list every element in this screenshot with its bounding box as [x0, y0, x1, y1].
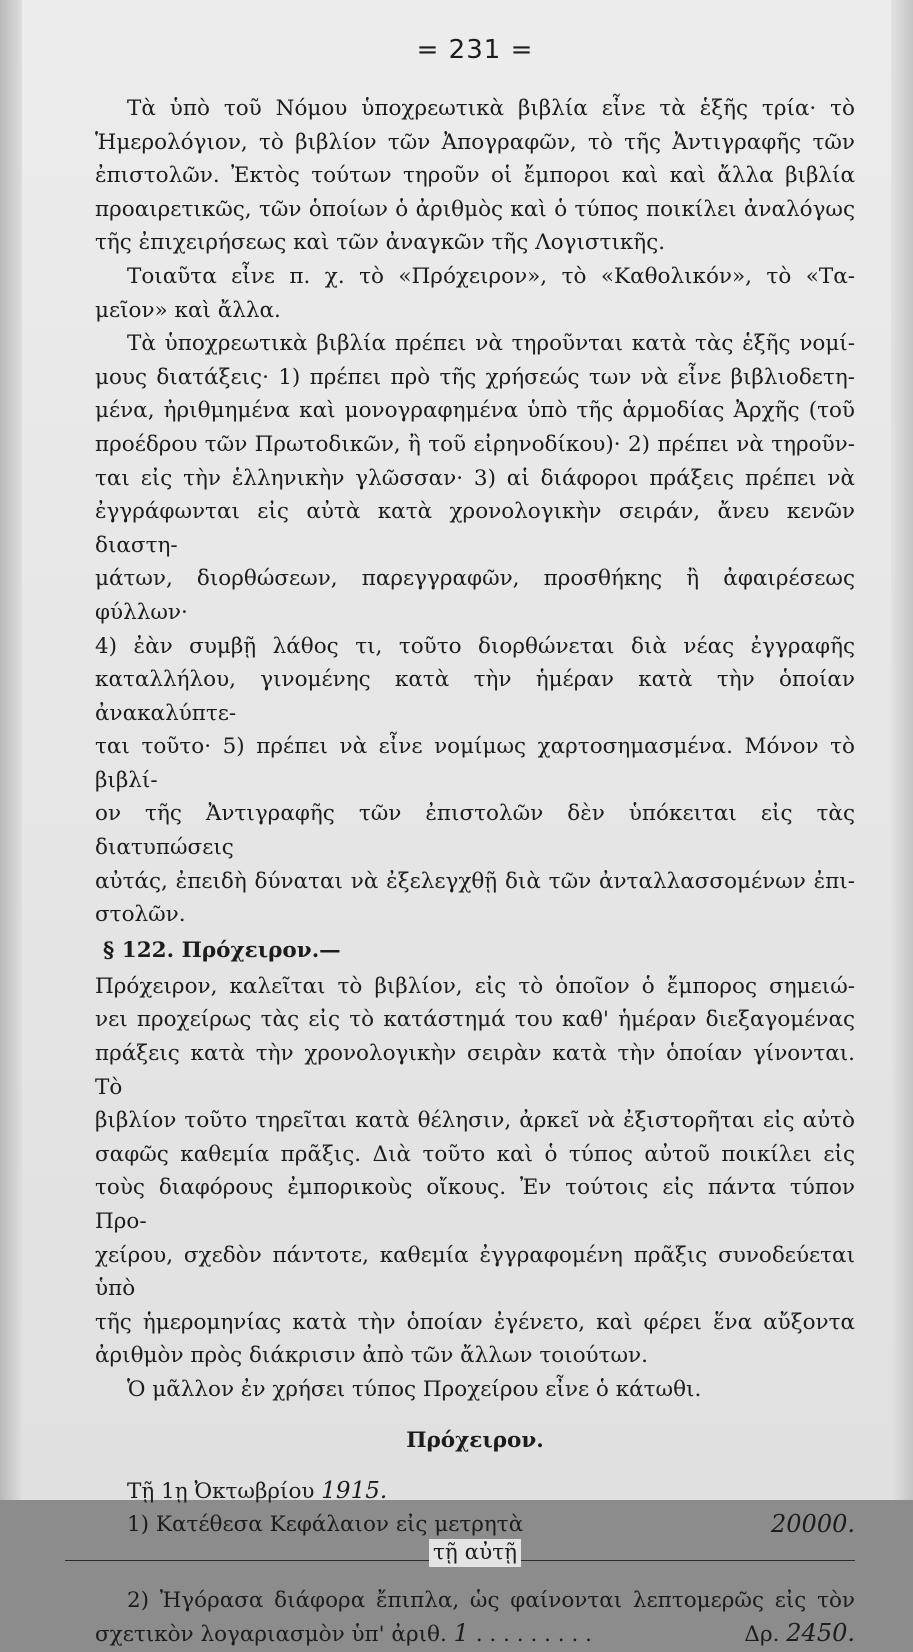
entry-text: σχετικὸν λογαριασμὸν ὑπ' ἀριθ.: [95, 1622, 447, 1648]
text-line: χείρου, σχεδὸν πάντοτε, καθεμία ἐγγραφομένη πρᾶξις συνοδεύεται ὑπὸ: [95, 1242, 855, 1302]
text-line: ἐγγράφωνται εἰς αὐτὰ κατὰ χρονολογικὴν σειράν, ἄνευ κενῶν διαστη-: [95, 499, 855, 558]
text-line: ται εἰς τὴν ἑλληνικὴν γλῶσσαν· 3) αἱ διάφοροι πράξεις πρέπει νὰ: [95, 465, 855, 491]
paragraph-mandatory-books: [95, 92, 855, 260]
text-line: νει προχείρως τὰς εἰς τὸ κατάστημά του καθ' ἡμέραν διεξαγομένας: [95, 1007, 855, 1033]
paragraph-legal-provisions: [95, 327, 855, 932]
ledger-entry-2-line: 2) Ἠγόρασα διάφορα ἔπιπλα, ὡς φαίνονται λεπτομερῶς εἰς τὸν: [127, 1587, 855, 1613]
text-line: τῆς ἐπιχειρήσεως καὶ τῶν ἀναγκῶν τῆς Λογιστικῆς.: [95, 230, 666, 256]
text-line: μεῖον» καὶ ἄλλα.: [95, 297, 281, 323]
text-line: βιβλίον τοῦτο τηρεῖται κατὰ θέλησιν, ἀρκεῖ νὰ ἐξιστορῆται εἰς αὐτὸ: [95, 1108, 855, 1134]
ledger-entry-1: [95, 1508, 855, 1542]
ledger-separator: [95, 1539, 855, 1570]
text-line: Πρόχειρον, καλεῖται τὸ βιβλίον, εἰς τὸ ὁποῖον ὁ ἔμπορος σημειώ-: [95, 973, 855, 999]
text-line: ται τοῦτο· 5) πρέπει νὰ εἶνε νομίμως χαρτοσημασμένα. Μόνον τὸ βιβλί-: [95, 734, 855, 793]
page-content: [95, 32, 855, 1652]
text-line: Τὰ ὑποχρεωτικὰ βιβλία πρέπει νὰ τηροῦνται κατὰ τὰς ἑξῆς νομί-: [127, 331, 855, 357]
text-line: προέδρου τῶν Πρωτοδικῶν, ἢ τοῦ εἰρηνοδίκου)· 2) πρέπει νὰ τηροῦν-: [95, 431, 855, 457]
paragraph-common-form: Ὁ μᾶλλον ἐν χρήσει τύπος Προχείρου εἶνε ὁ κάτωθι.: [127, 1376, 702, 1402]
entry-amount-group: [744, 1617, 855, 1652]
page-number: = 231 =: [416, 35, 534, 65]
text-line: τοὺς διαφόρους ἐμπορικοὺς οἴκους. Ἐν τούτοις εἰς πάντα τύπον Προ-: [95, 1175, 855, 1234]
text-line: Ἡμερολόγιον, τὸ βιβλίον τῶν Ἀπογραφῶν, τὸ τῆς Ἀντιγραφῆς τῶν: [95, 129, 855, 155]
leader-dots: . . . . . . . . .: [475, 1622, 592, 1648]
text-line: μους διατάξεις· 1) πρέπει πρὸ τῆς χρήσεώς των νὰ εἶνε βιβλιοδετη-: [95, 364, 855, 390]
ledger-date-year: 1915.: [321, 1477, 388, 1504]
text-line: αὐτάς, ἐπειδὴ δύναται νὰ ἐξελεγχθῇ διὰ τῶν ἀνταλλασσομένων ἐπι-: [95, 868, 855, 894]
text-line: ἀριθμὸν πρὸς διάκρισιν ἀπὸ τῶν ἄλλων τοιούτων.: [95, 1343, 648, 1369]
entry-amount: 2450.: [786, 1619, 855, 1648]
text-line: μάτων, διορθώσεων, παρεγγραφῶν, προσθήκης ἢ ἀφαιρέσεως φύλλων·: [95, 566, 855, 625]
text-line: καταλλήλου, γινομένης κατὰ τὴν ἡμέραν κατὰ τὴν ὁποίαν ἀνακαλύπτε-: [95, 667, 855, 726]
entry-reference: 1: [453, 1619, 469, 1648]
paragraph-examples: [95, 260, 855, 327]
text-line: ἐπιστολῶν. Ἐκτὸς τούτων τηροῦν οἱ ἔμποροι καὶ καὶ ἄλλα βιβλία: [95, 163, 855, 189]
section-heading: § 122. Πρόχειρον.—: [103, 937, 341, 963]
ledger-date-prefix: Τῇ 1ῃ Ὀκτωβρίου: [127, 1478, 315, 1504]
text-line: ον τῆς Ἀντιγραφῆς τῶν ἐπιστολῶν δὲν ὑπόκειται εἰς τὰς διατυπώσεις: [95, 801, 855, 861]
text-line: προαιρετικῶς, τῶν ὁποίων ὁ ἀριθμὸς καὶ ὁ τύπος ποικίλει ἀναλόγως: [95, 196, 855, 222]
text-line: τῆς ἡμερομηνίας κατὰ τὴν ὁποίαν ἐγένετο, καὶ φέρει ἕνα αὔξοντα: [95, 1309, 855, 1335]
ledger-entry-2: [95, 1617, 855, 1652]
entry-description: [95, 1617, 592, 1652]
text-line: στολῶν.: [95, 902, 186, 928]
text-line: σαφῶς καθεμία πρᾶξις. Διὰ τοῦτο καὶ ὁ τύπος αὐτοῦ ποικίλει εἰς: [95, 1141, 855, 1167]
text-line: Τοιαῦτα εἶνε π. χ. τὸ «Πρόχειρον», τὸ «Καθολικόν», τὸ «Τα-: [127, 263, 855, 289]
currency-label: Δρ.: [744, 1622, 780, 1648]
separator-label: τῇ αὐτῇ: [429, 1539, 521, 1567]
text-line: Τὰ ὑπὸ τοῦ Νόμου ὑποχρεωτικὰ βιβλία εἶνε τὰ ἑξῆς τρία· τὸ: [127, 96, 855, 121]
page-right-edge: [891, 0, 913, 1500]
text-line: μένα, ἠριθμημένα καὶ μονογραφημένα ὑπὸ τῆς ἁρμοδίας Ἀρχῆς (τοῦ: [95, 398, 855, 424]
ledger-date: [95, 1475, 855, 1509]
text-line: 4) ἐὰν συμβῇ λάθος τι, τοῦτο διορθώνεται διὰ νέας ἐγγραφῆς: [95, 633, 855, 659]
text-line: πράξεις κατὰ τὴν χρονολογικὴν σειρὰν κατὰ τὴν ὁποίαν γίνονται. Τὸ: [95, 1041, 855, 1100]
paragraph-day-book: [95, 970, 855, 1373]
page-left-edge: [0, 0, 22, 1500]
entry-amount: 20000.: [771, 1510, 855, 1539]
ledger-title: Πρόχειρον.: [406, 1427, 544, 1453]
entry-description: 1) Κατέθεσα Κεφάλαιον εἰς μετρητὰ: [127, 1512, 524, 1538]
